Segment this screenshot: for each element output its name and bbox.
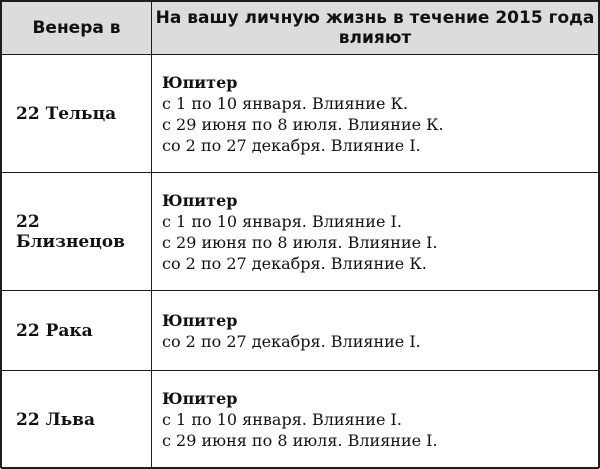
row-sign: 22 Близнецов (2, 173, 152, 291)
row-sign: 22 Тельца (2, 55, 152, 173)
row-details (152, 55, 599, 173)
period-line: со 2 по 27 декабря. Влияние К. (162, 253, 427, 273)
table-row (2, 55, 599, 173)
period-line: со 2 по 27 декабря. Влияние I. (162, 331, 421, 351)
row-details (152, 173, 599, 291)
row-sign: 22 Льва (2, 371, 152, 469)
period-line: с 29 июня по 8 июля. Влияние К. (162, 114, 444, 134)
period-line: с 29 июня по 8 июля. Влияние I. (162, 232, 438, 252)
period-line: с 1 по 10 января. Влияние I. (162, 410, 402, 429)
row-details (152, 291, 599, 371)
header-influences-2015: На вашу личную жизнь в течение 2015 года влияют (152, 2, 599, 55)
period-line: со 2 по 27 декабря. Влияние I. (162, 135, 421, 155)
planet-name: Юпитер (162, 310, 238, 330)
header-venus-in: Венера в (2, 2, 152, 55)
influence-table (1, 1, 599, 469)
period-line: с 1 по 10 января. Влияние К. (162, 93, 408, 113)
row-details (152, 371, 599, 469)
planet-name: Юпитер (162, 389, 238, 408)
table-row (2, 173, 599, 291)
table-header-row (2, 2, 599, 55)
table-row (2, 371, 599, 469)
planet-name: Юпитер (162, 190, 238, 210)
planet-name: Юпитер (162, 72, 238, 92)
row-sign: 22 Рака (2, 291, 152, 371)
period-line: с 1 по 10 января. Влияние I. (162, 211, 402, 231)
table-row (2, 291, 599, 371)
period-line: с 29 июня по 8 июля. Влияние I. (162, 431, 438, 450)
